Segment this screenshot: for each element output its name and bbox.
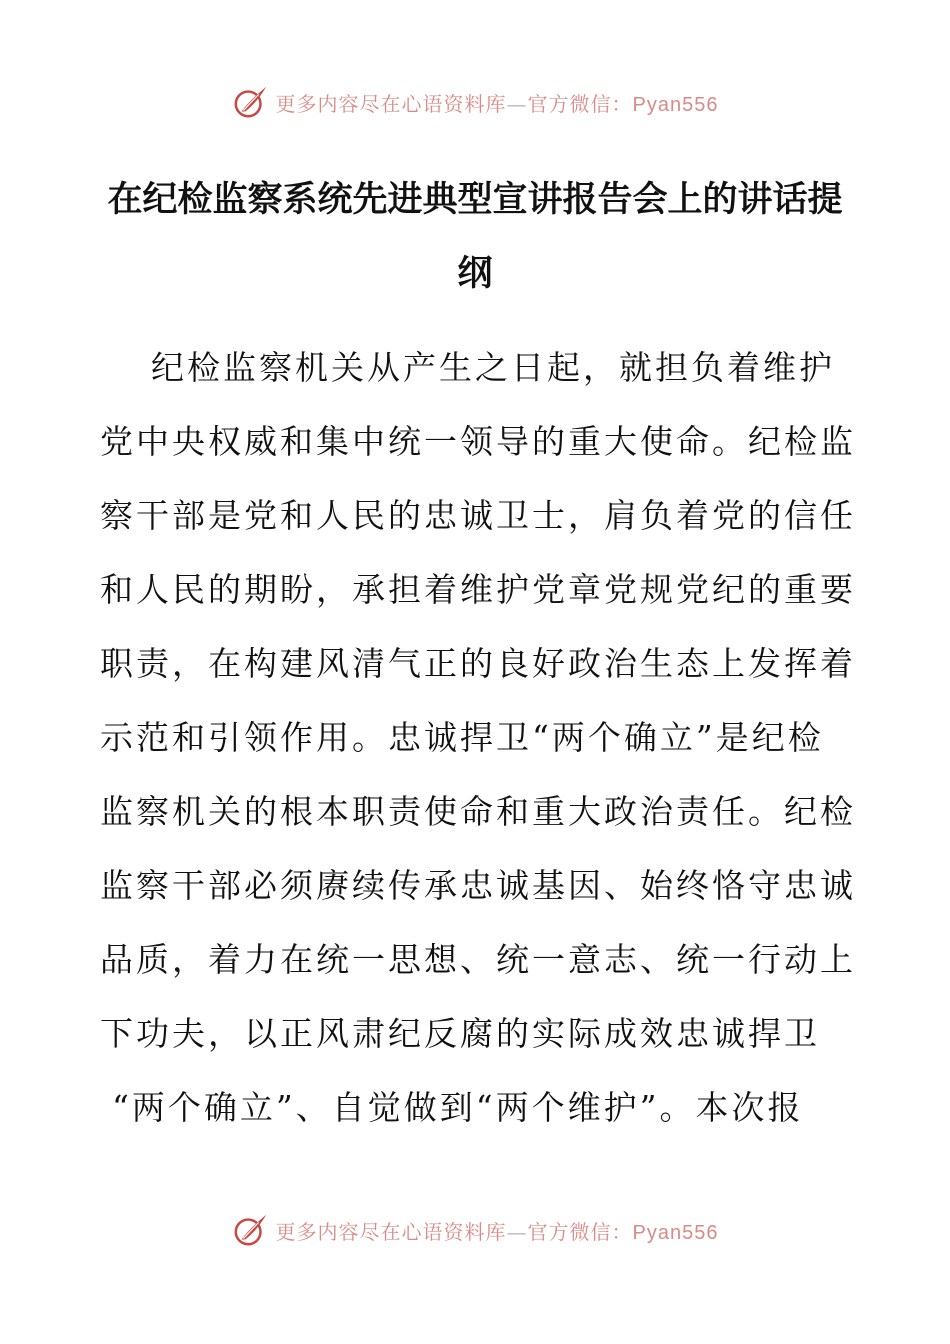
watermark-wechat-label: 官方微信：	[527, 1219, 633, 1244]
watermark-wechat-label: 官方微信：	[527, 91, 633, 116]
watermark-dash: —	[506, 1219, 528, 1244]
watermark-site-text: 更多内容尽在心语资料库	[275, 1219, 507, 1244]
body-line: 和人民的期盼，承担着维护党章党规党纪的重要	[100, 570, 856, 609]
watermark-wechat-id: Pyan556	[632, 93, 719, 116]
body-line: 监察干部必须赓续传承忠诚基因、始终恪守忠诚	[100, 866, 856, 905]
watermark-site-text: 更多内容尽在心语资料库	[275, 91, 507, 116]
body-line: “两个确立”、自觉做到“两个维护”。本次报	[112, 1088, 804, 1127]
header-watermark	[0, 80, 950, 124]
quill-logo-icon	[232, 1211, 270, 1249]
watermark-text	[276, 1216, 719, 1245]
watermark-text	[276, 88, 719, 117]
document-title-line-2: 纲	[457, 253, 493, 294]
document-title-line-1: 在纪检监察系统先进典型宣讲报告会上的讲话提	[107, 179, 843, 220]
body-line: 察干部是党和人民的忠诚卫士，肩负着党的信任	[100, 496, 856, 535]
body-line: 监察机关的根本职责使命和重大政治责任。纪检	[100, 792, 856, 831]
quill-logo-icon	[232, 83, 270, 121]
body-line: 品质，着力在统一思想、统一意志、统一行动上	[100, 940, 856, 979]
body-line: 示范和引领作用。忠诚捍卫“两个确立”是纪检	[100, 718, 824, 757]
body-line: 党中央权威和集中统一领导的重大使命。纪检监	[100, 422, 856, 461]
body-line: 下功夫，以正风肃纪反腐的实际成效忠诚捍卫	[100, 1014, 820, 1053]
watermark-wechat-id: Pyan556	[632, 1221, 719, 1244]
watermark-dash: —	[506, 91, 528, 116]
body-line: 职责，在构建风清气正的良好政治生态上发挥着	[100, 644, 856, 683]
footer-watermark	[0, 1208, 950, 1252]
body-line: 纪检监察机关从产生之日起，就担负着维护	[151, 348, 835, 387]
